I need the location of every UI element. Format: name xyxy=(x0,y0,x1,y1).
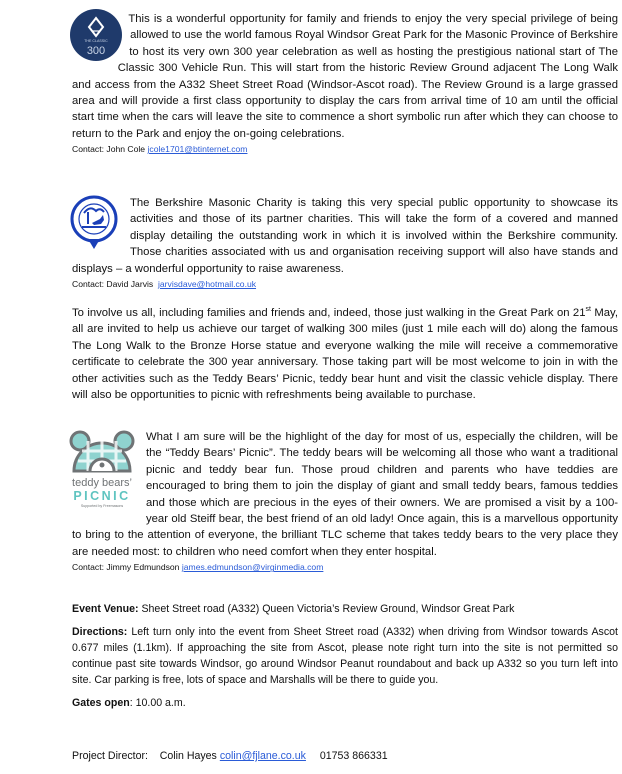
gates-label: Gates open xyxy=(72,697,130,709)
ordinal-suffix: st xyxy=(585,306,591,314)
event-venue xyxy=(72,601,618,617)
contact-email-link[interactable]: jarvisdave@hotmail.co.uk xyxy=(157,279,257,290)
walk-text-end: May, all are invited to help us achieve our target of walking 300 miles (just 1 mile each will do) along the famous The Long Walk to the Bronze Horse statue and everyone walking the mile will receive a commemorative certificate to celebrate the 300 year anniversary. Those taking part will be most welcome to join in with the other activities such as the Teddy Bears’ Picnic, teddy bear hunt and visit the classic vehicle display. There will also be opportunities to picnic with refreshments being available to purchase. xyxy=(72,307,619,402)
director-phone: 01753 866331 xyxy=(319,750,388,762)
teddy-picnic-paragraph: What I am sure will be the highlight of the day for most of us, especially the children, will be the “Teddy Bears’ Picnic”. The teddy bears will be welcoming all those who want a traditional picnic and teddy bear fun. Those proud children and parents who have teddies are encouraged to bring them to join the display of giant and small teddy bears, famous teddies and those which are precious in the eyes of their owners. We are promised a visit by a 100-year old Steiff bear, the best friend of an old lady! Once again, this is a marvellous opportunity to bring to the attention of everyone, the brilliant TLC scheme that takes teddy bears to the very place they are needed most: to children who need comfort when they enter hospital. xyxy=(72,431,618,558)
venue-label: Event Venue: xyxy=(72,603,139,615)
project-director-footer xyxy=(72,750,618,762)
classic-300-logo-icon xyxy=(70,9,122,61)
contact-email-link[interactable]: james.edmundson@virginmedia.com xyxy=(181,562,324,573)
logo-label: THE CLASSIC xyxy=(84,39,108,43)
masonic-charity-section xyxy=(72,195,618,290)
venue-value: Sheet Street road (A332) Queen Victoria’s Review Ground, Windsor Great Park xyxy=(138,603,515,615)
contact-name: Contact: John Cole xyxy=(72,144,146,155)
walk-section xyxy=(72,305,618,403)
logo-line-3: Supported by Freemasons xyxy=(80,504,124,508)
masonic-charity-paragraph: The Berkshire Masonic Charity is taking this very special public opportunity to showcase its activities and those of its partner charities. This will take the form of a covered and manned display detailing the outstanding work in which it is involved within the Berkshire community. Those charities associated with us and organisation receiving support will also have stands and displays – a wonderful opportunity to raise awareness. xyxy=(72,197,618,275)
directions-label: Directions: xyxy=(72,626,128,638)
walk-text-start: To involve us all, including families and friends and, indeed, those just walking in the Great Park on 21 xyxy=(72,307,586,319)
gates-value: : 10.00 a.m. xyxy=(129,697,186,709)
director-email-link[interactable]: colin@fjlane.co.uk xyxy=(219,750,306,762)
logo-line-2: PICNIC xyxy=(73,489,131,503)
contact-line xyxy=(72,143,618,155)
contact-name: Contact: David Jarvis xyxy=(72,279,154,290)
walk-paragraph xyxy=(72,305,618,403)
classic-300-section xyxy=(72,11,618,155)
teddy-picnic-section xyxy=(72,429,618,573)
contact-email-link[interactable]: jcole1701@btinternet.com xyxy=(147,144,248,155)
masonic-charity-logo-icon xyxy=(70,195,118,253)
director-role: Project Director: xyxy=(72,750,148,762)
logo-number: 300 xyxy=(86,45,106,57)
contact-name: Contact: Jimmy Edmundson xyxy=(72,562,180,573)
directions xyxy=(72,624,618,688)
gates-open xyxy=(72,695,618,711)
event-info-section xyxy=(72,601,618,718)
contact-line xyxy=(72,278,618,290)
logo-line-1: teddy bears’ xyxy=(72,477,132,489)
teddy-bears-picnic-logo-icon xyxy=(68,427,136,511)
contact-line xyxy=(72,561,618,573)
director-name: Colin Hayes xyxy=(159,750,217,762)
classic-300-paragraph: This is a wonderful opportunity for family and friends to enjoy the very special privilege of being allowed to use the world famous Royal Windsor Great Park for the Masonic Province of Berkshire to host its very own 300 year celebration as well as hosting the prestigious national start of The Classic 300 Vehicle Run. This will start from the historic Review Ground adjacent The Long Walk and access from the A332 Sheet Street Road (Windsor-Ascot road). The Review Ground is a large grassed area and will provide a first class opportunity to display the cars from arrival time of 10 am until the official start time when the cars will leave the site to commence a short symbolic run after which they can choose to return to the Park and enjoy the on-going celebrations. xyxy=(72,13,618,140)
directions-value: Left turn only into the event from Sheet Street road (A332) when driving from Windsor towards Ascot 0.677 miles (1.1km). If approaching the site from Ascot, please note right turn into the site is not permitted so continue past site towards Windsor, go around Windsor Peanut roundabout and back up A332 so you turn left into site. Car parking is free, lots of space and Marshalls will be there to guide you. xyxy=(72,626,618,686)
